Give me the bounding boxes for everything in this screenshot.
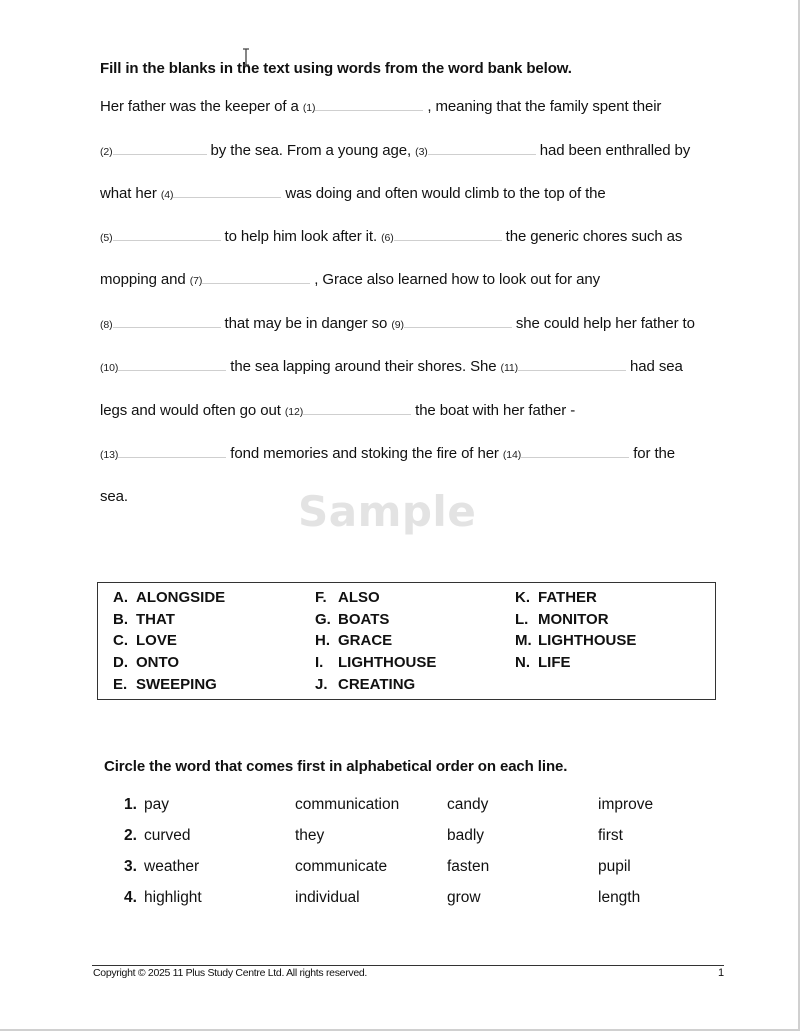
word-bank-letter: B. (113, 610, 128, 628)
word-bank-item (515, 632, 636, 654)
word-option[interactable]: first (598, 827, 623, 844)
passage-text: , Grace also learned how to look out for any (314, 271, 601, 288)
word-bank-item (113, 611, 225, 633)
answer-blank[interactable] (118, 358, 226, 371)
passage-text: she could help her father to (515, 315, 695, 332)
passage-line (100, 358, 683, 375)
word-option[interactable]: communicate (295, 858, 388, 875)
blank-number: (1) (302, 102, 316, 114)
word-bank-item (315, 632, 436, 654)
blank-number: (14) (502, 449, 522, 461)
word-bank-letter: A. (113, 589, 128, 606)
passage-line (100, 185, 606, 202)
blank-number: (7) (189, 275, 203, 287)
word-bank-item (315, 589, 436, 611)
word-bank-letter: I. (315, 654, 324, 672)
word-bank-item (113, 654, 225, 676)
word-bank-item (315, 654, 436, 676)
passage-line (100, 445, 675, 462)
word-bank-letter: G. (315, 610, 331, 628)
answer-blank[interactable] (404, 315, 512, 328)
word-bank-letter: C. (113, 632, 128, 650)
footer-divider (92, 965, 724, 966)
word-option[interactable]: they (295, 827, 325, 844)
blank-number: (13) (100, 449, 119, 461)
answer-blank[interactable] (118, 445, 226, 458)
passage-line (100, 142, 690, 159)
answer-blank[interactable] (303, 402, 411, 415)
passage-text: mopping and (100, 271, 190, 288)
passage-text: sea. (100, 488, 128, 505)
passage-text: the generic chores such as (505, 228, 683, 245)
word-bank-letter: H. (315, 632, 330, 650)
word-bank-word: LIFE (538, 654, 571, 672)
passage-text: by the sea. From a young age, (210, 142, 416, 159)
word-bank-word: CREATING (338, 675, 416, 693)
word-option[interactable]: pupil (598, 858, 631, 875)
answer-blank[interactable] (202, 271, 310, 284)
passage-text: legs and would often go out (100, 402, 285, 419)
word-option[interactable]: highlight (144, 889, 202, 906)
page-number: 1 (718, 967, 725, 979)
answer-blank[interactable] (113, 228, 221, 241)
blank-number: (3) (415, 146, 428, 158)
word-option[interactable]: fasten (447, 858, 490, 875)
word-bank-word: FATHER (538, 589, 597, 606)
word-option[interactable]: communication (295, 796, 400, 813)
word-bank-letter: E. (113, 675, 128, 693)
passage-text: the boat with her father - (415, 402, 576, 419)
word-bank-word: LOVE (136, 632, 177, 650)
word-bank-letter: M. (515, 632, 532, 650)
word-bank-letter: K. (515, 589, 530, 606)
word-option[interactable]: individual (295, 889, 360, 906)
passage-text: the sea lapping around their shores. She (230, 358, 501, 375)
word-bank-item (113, 676, 225, 698)
blank-number: (4) (160, 189, 174, 201)
word-bank-item (515, 611, 636, 633)
answer-blank[interactable] (315, 98, 423, 111)
blank-number: (2) (100, 146, 113, 158)
word-bank-item (515, 654, 636, 676)
passage-text: had been enthralled by (539, 142, 691, 159)
row-number: 1. (124, 796, 137, 813)
word-bank-word: BOATS (338, 610, 390, 628)
passage-text: to help him look after it. (224, 228, 382, 245)
answer-blank[interactable] (518, 358, 626, 371)
word-bank-word: GRACE (338, 632, 393, 650)
passage-line (100, 228, 682, 245)
passage-text: was doing and often would climb to the top of the (285, 185, 606, 202)
answer-blank[interactable] (394, 228, 502, 241)
passage-text: what her (100, 185, 161, 202)
passage-text: Her father was the keeper of a (100, 98, 303, 115)
blank-number: (5) (100, 232, 113, 244)
word-bank-letter: D. (113, 654, 128, 672)
answer-blank[interactable] (113, 142, 207, 155)
word-option[interactable]: improve (598, 796, 654, 813)
word-bank-word: THAT (136, 610, 175, 628)
word-option[interactable]: curved (144, 827, 191, 844)
word-bank-column (515, 589, 636, 676)
answer-blank[interactable] (521, 445, 629, 458)
passage-text: that may be in danger so (224, 315, 392, 332)
answer-blank[interactable] (173, 185, 281, 198)
passage-line (100, 488, 128, 505)
word-option[interactable]: pay (144, 796, 169, 813)
passage-text: , meaning that the family spent their (427, 98, 662, 115)
word-bank-letter: J. (315, 675, 328, 693)
answer-blank[interactable] (113, 315, 221, 328)
word-bank-word: ALSO (338, 589, 380, 606)
passage-line (100, 98, 661, 115)
word-bank-column (113, 589, 225, 697)
exercise1-instruction: Fill in the blanks in the text using words from the word bank below. (100, 60, 572, 77)
blank-number: (6) (381, 232, 394, 244)
blank-number: (11) (500, 362, 519, 374)
word-bank-word: LIGHTHOUSE (538, 632, 637, 650)
word-bank-item (315, 676, 436, 698)
word-bank-letter: L. (515, 610, 529, 628)
answer-blank[interactable] (428, 142, 536, 155)
row-number: 4. (124, 889, 137, 906)
word-option[interactable]: candy (447, 796, 489, 813)
word-option[interactable]: length (598, 889, 641, 906)
footer-copyright: Copyright © 2025 11 Plus Study Centre Ltd. All rights reserved. (93, 967, 368, 979)
word-bank-letter: N. (515, 654, 530, 672)
word-bank-word: LIGHTHOUSE (338, 654, 437, 672)
blank-number: (9) (391, 319, 404, 331)
passage-text: for the (633, 445, 676, 462)
word-bank-item (113, 589, 225, 611)
sample-watermark: Sample (298, 487, 477, 536)
word-option[interactable]: badly (447, 827, 485, 844)
exercise2-instruction: Circle the word that comes first in alphabetical order on each line. (104, 758, 568, 775)
blank-number: (10) (100, 362, 119, 374)
row-number: 2. (124, 827, 137, 844)
passage-line (100, 271, 600, 288)
word-bank-column (315, 589, 436, 697)
row-number: 3. (124, 858, 137, 875)
word-bank-word: SWEEPING (136, 675, 217, 693)
text-cursor-icon (240, 48, 252, 66)
word-bank-word: MONITOR (538, 610, 609, 628)
word-bank (97, 582, 716, 700)
word-bank-letter: F. (315, 589, 327, 606)
blank-number: (12) (284, 406, 304, 418)
word-bank-item (113, 632, 225, 654)
word-bank-word: ONTO (136, 654, 180, 672)
word-bank-item (515, 589, 636, 611)
passage-line (100, 315, 695, 332)
passage-line (100, 402, 575, 419)
blank-number: (8) (100, 319, 113, 331)
word-option[interactable]: weather (144, 858, 200, 875)
passage-text: fond memories and stoking the fire of her (230, 445, 503, 462)
word-bank-item (315, 611, 436, 633)
passage-text: had sea (630, 358, 683, 375)
word-bank-word: ALONGSIDE (136, 589, 226, 606)
word-option[interactable]: grow (447, 889, 481, 906)
